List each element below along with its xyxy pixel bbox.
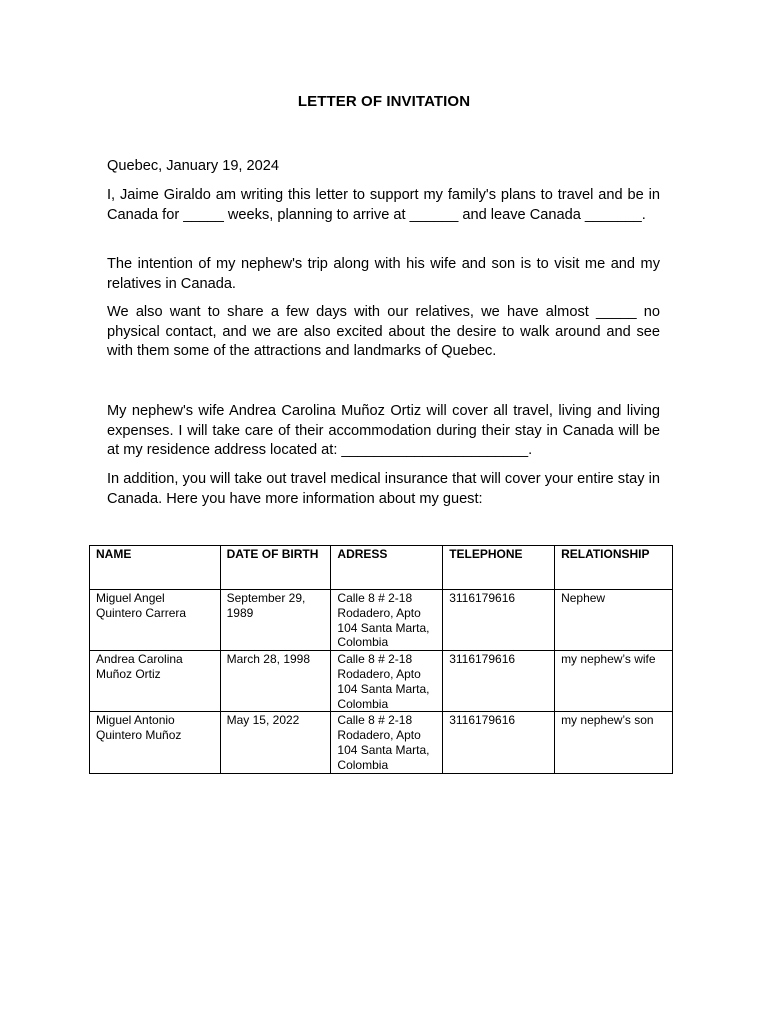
cell-address: Calle 8 # 2-18 Rodadero, Apto 104 Santa Marta, Colombia xyxy=(331,712,443,773)
header-telephone: TELEPHONE xyxy=(443,546,555,590)
cell-address: Calle 8 # 2-18 Rodadero, Apto 104 Santa Marta, Colombia xyxy=(331,590,443,651)
paragraph-trip-intention: The intention of my nephew's trip along with his wife and son is to visit me and my relatives in Canada. xyxy=(107,256,660,292)
cell-telephone: 3116179616 xyxy=(443,712,555,773)
paragraph-expenses-accommodation: My nephew's wife Andrea Carolina Muñoz Ortiz will cover all travel, living and living expenses. I will take care of their accommodation during their stay in Canada will be at my residence address located at: _______________________. xyxy=(107,403,660,458)
header-name: NAME xyxy=(90,546,221,590)
cell-date-of-birth: May 15, 2022 xyxy=(220,712,331,773)
cell-relationship: Nephew xyxy=(555,590,673,651)
guest-table xyxy=(89,545,673,774)
document-title: LETTER OF INVITATION xyxy=(297,93,471,110)
paragraph-travel-plans: I, Jaime Giraldo am writing this letter to support my family's plans to travel and be in Canada for _____ weeks, planning to arrive at ______ and leave Canada _______. xyxy=(107,187,660,223)
header-relationship: RELATIONSHIP xyxy=(555,546,673,590)
date-line: Quebec, January 19, 2024 xyxy=(107,158,280,174)
table-row xyxy=(90,590,673,651)
table-row xyxy=(90,651,673,712)
cell-relationship: my nephew’s son xyxy=(555,712,673,773)
cell-date-of-birth: March 28, 1998 xyxy=(220,651,331,712)
paragraph-relatives-visit: We also want to share a few days with our relatives, we have almost _____ no physical contact, and we are also excited about the desire to walk around and see with them some of the attractions and landmarks of Quebec. xyxy=(107,304,660,359)
cell-address: Calle 8 # 2-18 Rodadero, Apto 104 Santa Marta, Colombia xyxy=(331,651,443,712)
cell-name: Miguel Angel Quintero Carrera xyxy=(90,590,221,651)
header-address: ADRESS xyxy=(331,546,443,590)
cell-telephone: 3116179616 xyxy=(443,590,555,651)
cell-relationship: my nephew’s wife xyxy=(555,651,673,712)
cell-date-of-birth: September 29, 1989 xyxy=(220,590,331,651)
table-row xyxy=(90,712,673,773)
cell-name: Miguel Antonio Quintero Muñoz xyxy=(90,712,221,773)
cell-name: Andrea Carolina Muñoz Ortiz xyxy=(90,651,221,712)
header-date-of-birth: DATE OF BIRTH xyxy=(220,546,331,590)
cell-telephone: 3116179616 xyxy=(443,651,555,712)
table-header-row xyxy=(90,546,673,590)
paragraph-insurance: In addition, you will take out travel medical insurance that will cover your entire stay in Canada. Here you have more information about my guest: xyxy=(107,471,660,507)
